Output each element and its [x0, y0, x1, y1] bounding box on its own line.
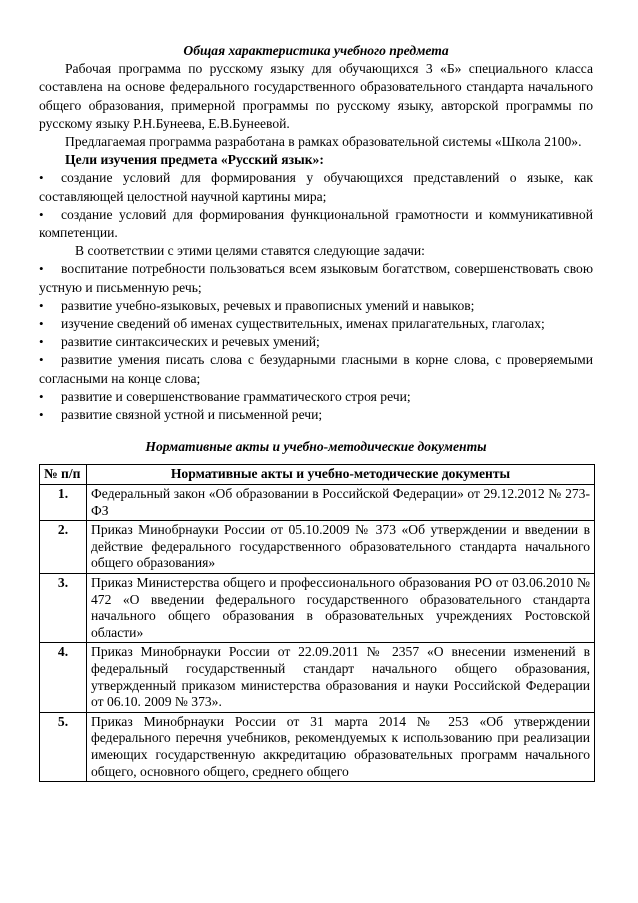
documents-table [39, 464, 595, 782]
header-number: № п/п [40, 465, 87, 485]
row-number: 4. [40, 643, 87, 712]
table-row [40, 521, 595, 574]
row-text: Приказ Минобрнауки России от 22.09.2011 № 2357 «О внесении изменений в федеральный государственный стандарт начального общего образования, утвержденный приказом министерства образования и науки Российской Федерации от 06.10. 2009 № 373». [87, 643, 595, 712]
row-text: Приказ Минобрнауки России от 31 марта 2014 № 253 «Об утверждении федерального перечня учебников, рекомендуемых к использованию при реализации имеющих государственную аккредитацию образовательных программ начального общего, основного общего, среднего общего [87, 712, 595, 781]
bullet-icon: • [39, 316, 44, 332]
header-documents: Нормативные акты и учебно-методические документы [87, 465, 595, 485]
page-title: Общая характеристика учебного предмета [183, 43, 449, 58]
section-title: Нормативные акты и учебно-методические документы [145, 439, 487, 455]
task-item: • развитие учебно-языковых, речевых и правописных умений и навыков; [39, 297, 593, 315]
row-number: 5. [40, 712, 87, 781]
goals-heading: Цели изучения предмета «Русский язык»: [65, 152, 324, 168]
bullet-icon: • [39, 261, 44, 277]
row-number: 2. [40, 521, 87, 574]
table-header-row [40, 465, 595, 485]
row-number: 1. [40, 485, 87, 521]
tasks-heading: В соответствии с этими целями ставятся следующие задачи: [75, 243, 425, 259]
table-row [40, 574, 595, 643]
spacer [39, 424, 593, 438]
bullet-icon: • [39, 407, 44, 423]
bullet-icon: • [39, 388, 44, 404]
table-row [40, 485, 595, 521]
goal-item: • создание условий для формирования функциональной грамотности и коммуникативной компетенции. [39, 206, 593, 241]
bullet-icon: • [39, 334, 44, 350]
row-text: Федеральный закон «Об образовании в Российской Федерации» от 29.12.2012 № 273-ФЗ [87, 485, 595, 521]
table-row [40, 643, 595, 712]
task-item: • развитие синтаксических и речевых умений; [39, 333, 593, 351]
system-paragraph: Предлагаемая программа разработана в рамках образовательной системы «Школа 2100». [65, 134, 582, 150]
row-text: Приказ Минобрнауки России от 05.10.2009 № 373 «Об утверждении и введении в действие федерального государственного образовательного стандарта начального общего образования» [87, 521, 595, 574]
document-page [39, 42, 593, 782]
bullet-icon: • [39, 170, 44, 186]
bullet-icon: • [39, 206, 44, 222]
task-item: • развитие умения писать слова с безударными гласными в корне слова, с проверяемыми согласными на конце слова; [39, 352, 593, 386]
table-row [40, 712, 595, 781]
task-item: • изучение сведений об именах существительных, именах прилагательных, глаголах; [39, 315, 593, 333]
bullet-icon: • [39, 352, 44, 368]
bullet-icon: • [39, 297, 44, 313]
row-number: 3. [40, 574, 87, 643]
task-item: • воспитание потребности пользоваться всем языковым богатством, совершенствовать свою устную и письменную речь; [39, 261, 593, 295]
intro-paragraph: Рабочая программа по русскому языку для обучающихся 3 «Б» специального класса составлена на основе федерального государственного образовательного стандарта начального общего образования, примерной программы по русскому языку, авторской программы по русскому языку Р.Н.Бунеева, Е.В.Бунеевой. [39, 61, 593, 131]
task-item: • развитие связной устной и письменной речи; [39, 406, 593, 424]
row-text: Приказ Министерства общего и профессионального образования РО от 03.06.2010 № 472 «О введении федерального государственного образовательного стандарта начального общего образования в образовательных учреждениях Ростовской области» [87, 574, 595, 643]
task-item: • развитие и совершенствование грамматического строя речи; [39, 388, 593, 406]
goal-item: • создание условий для формирования у обучающихся представлений о языке, как составляющей целостной научной картины мира; [39, 170, 593, 204]
